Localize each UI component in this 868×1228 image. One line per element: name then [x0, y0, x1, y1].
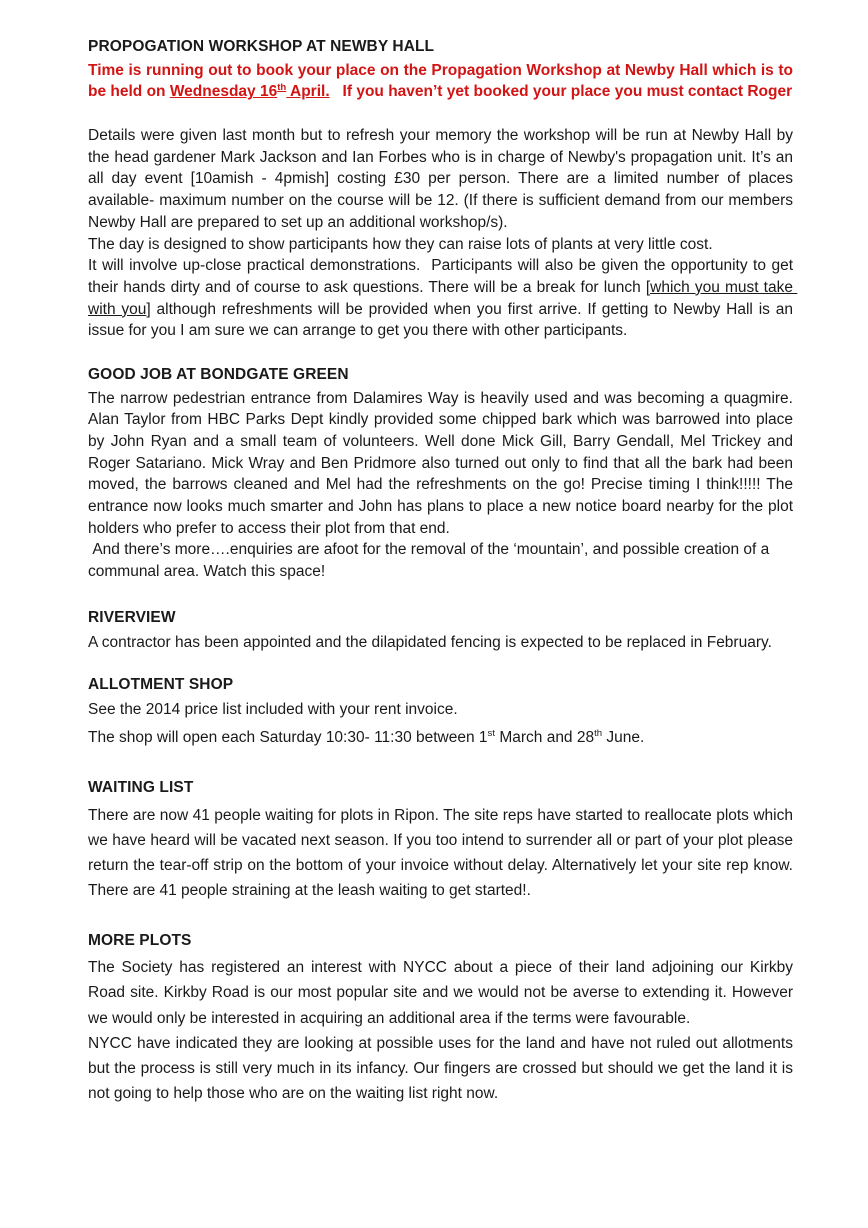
paragraph: [88, 1031, 798, 1107]
section-heading-allotment-shop: ALLOTMENT SHOP: [88, 675, 234, 693]
underlined-text: Wednesday 16: [169, 83, 278, 101]
text-run: Details were given last month but to refresh your memory the workshop will be run at Newby Hall by the head gardener Mark Jackson and Ian Forbes who is in charge of Newby's propagation unit. It’s an all day event [10amish - 4pmish] costing £30 per person. There are a limited number of places available- maximum number on the course will be 12. (If there is sufficient demand from our members Newby Hall are prepared to set up an additional workshop/s).: [88, 127, 798, 231]
section-allotment-shop: [88, 674, 793, 749]
section-good-job-bondgate-green: [88, 364, 798, 583]
underlined-text: April.: [286, 83, 330, 101]
section-more-plots: [88, 930, 798, 1107]
text-run: st: [487, 727, 496, 739]
text-run: A contractor has been appointed and the dilapidated fencing is expected to be replaced in February.: [88, 633, 772, 651]
underlined-text: [which you must take with you: [88, 278, 798, 318]
section-heading-waiting-list: WAITING LIST: [88, 778, 194, 796]
section-heading-good-job: GOOD JOB AT BONDGATE GREEN: [88, 365, 349, 383]
section-riverview: [88, 607, 793, 654]
underlined-text: th: [277, 82, 287, 94]
text-run: Time is running out to book your place on the Propagation Workshop at Newby Hall which is to be held on: [88, 61, 798, 101]
text-run: th: [594, 727, 603, 739]
section-body-riverview: [88, 631, 793, 654]
section-body-allotment-shop: [88, 699, 793, 748]
section-waiting-list: [88, 777, 798, 904]
section-body-waiting-list: [88, 803, 798, 904]
text-run: March and 28: [495, 729, 595, 747]
paragraph: [88, 803, 798, 904]
text-run: See the 2014 price list included with your rent invoice.: [88, 701, 458, 719]
text-run: NYCC have indicated they are looking at possible uses for the land and have not ruled out allotments but the process is still very much in its infancy. Our fingers are crossed but should we get the land it is not going to help those who are on the waiting list right now.: [88, 1034, 798, 1103]
paragraph: [88, 255, 798, 342]
text-run: There are now 41 people waiting for plots in Ripon. The site reps have started to reallocate plots which we have heard will be vacated next season. If you too intend to surrender all or part of your plot please return the tear-off strip on the bottom of your invoice without delay. Alternatively let your site rep know. There are 41 people straining at the leash waiting to get started!.: [88, 806, 798, 900]
text-run: The day is designed to show participants how they can raise lots of plants at very little cost.: [88, 235, 713, 253]
text-run: It will involve up-close practical demonstrations. Participants will also be given the opportunity to get their hands dirty and of course to ask questions. There will be a break for lunch: [88, 257, 798, 296]
section-body-good-job: [88, 388, 798, 583]
paragraph: [88, 727, 793, 749]
text-run: June.: [602, 729, 645, 747]
section-heading-propogation-workshop: PROPOGATION WORKSHOP AT NEWBY HALL: [88, 38, 435, 55]
text-run: If you haven’t yet booked your place you must contact Roger: [329, 83, 793, 101]
text-run: And there’s more….enquiries are afoot for the removal of the ‘mountain’, and possible creation of a communal area. Watch this space!: [88, 541, 774, 581]
paragraph: [88, 539, 793, 582]
paragraph: [88, 125, 798, 233]
text-run: The narrow pedestrian entrance from Dalamires Way is heavily used and was becoming a quagmire. Alan Taylor from HBC Parks Dept kindly provided some chipped bark which was barrowed into place by John Ryan and a small team of volunteers. Well done Mick Gill, Barry Gendall, Mel Trickey and Roger Satariano. Mick Wray and Ben Pridmore also turned out only to find that all the bark had been moved, the barrows cleaned and Mel had the refreshments on the go! Precise timing I think!!!!! The entrance now looks much smarter and John has plans to place a new notice board nearby for the plot holders who prefer to access their plot from that end.: [88, 389, 798, 537]
paragraph: [88, 234, 793, 256]
section-body-more-plots: [88, 955, 798, 1107]
paragraph: [88, 388, 798, 540]
paragraph: [88, 60, 798, 103]
paragraph: [88, 699, 793, 721]
paragraph: [88, 955, 798, 1031]
section-propogation-workshop: [88, 36, 798, 342]
text-run: The Society has registered an interest with NYCC about a piece of their land adjoining our Kirkby Road site. Kirkby Road is our most popular site and we would not be averse to extending it. However we would only be interested in acquiring an additional area if the terms were favourable.: [88, 959, 798, 1027]
text-run: ] although refreshments will be provided when you first arrive. If getting to Newby Hall is an issue for you I am sure we can arrange to get you there with other participants.: [88, 300, 798, 340]
section-heading-more-plots: MORE PLOTS: [88, 931, 192, 949]
text-run: The shop will open each Saturday 10:30- 11:30 between 1: [88, 729, 488, 747]
paragraph: [88, 631, 793, 654]
section-heading-riverview: RIVERVIEW: [88, 608, 176, 626]
section-body-propogation-workshop: [88, 60, 798, 342]
